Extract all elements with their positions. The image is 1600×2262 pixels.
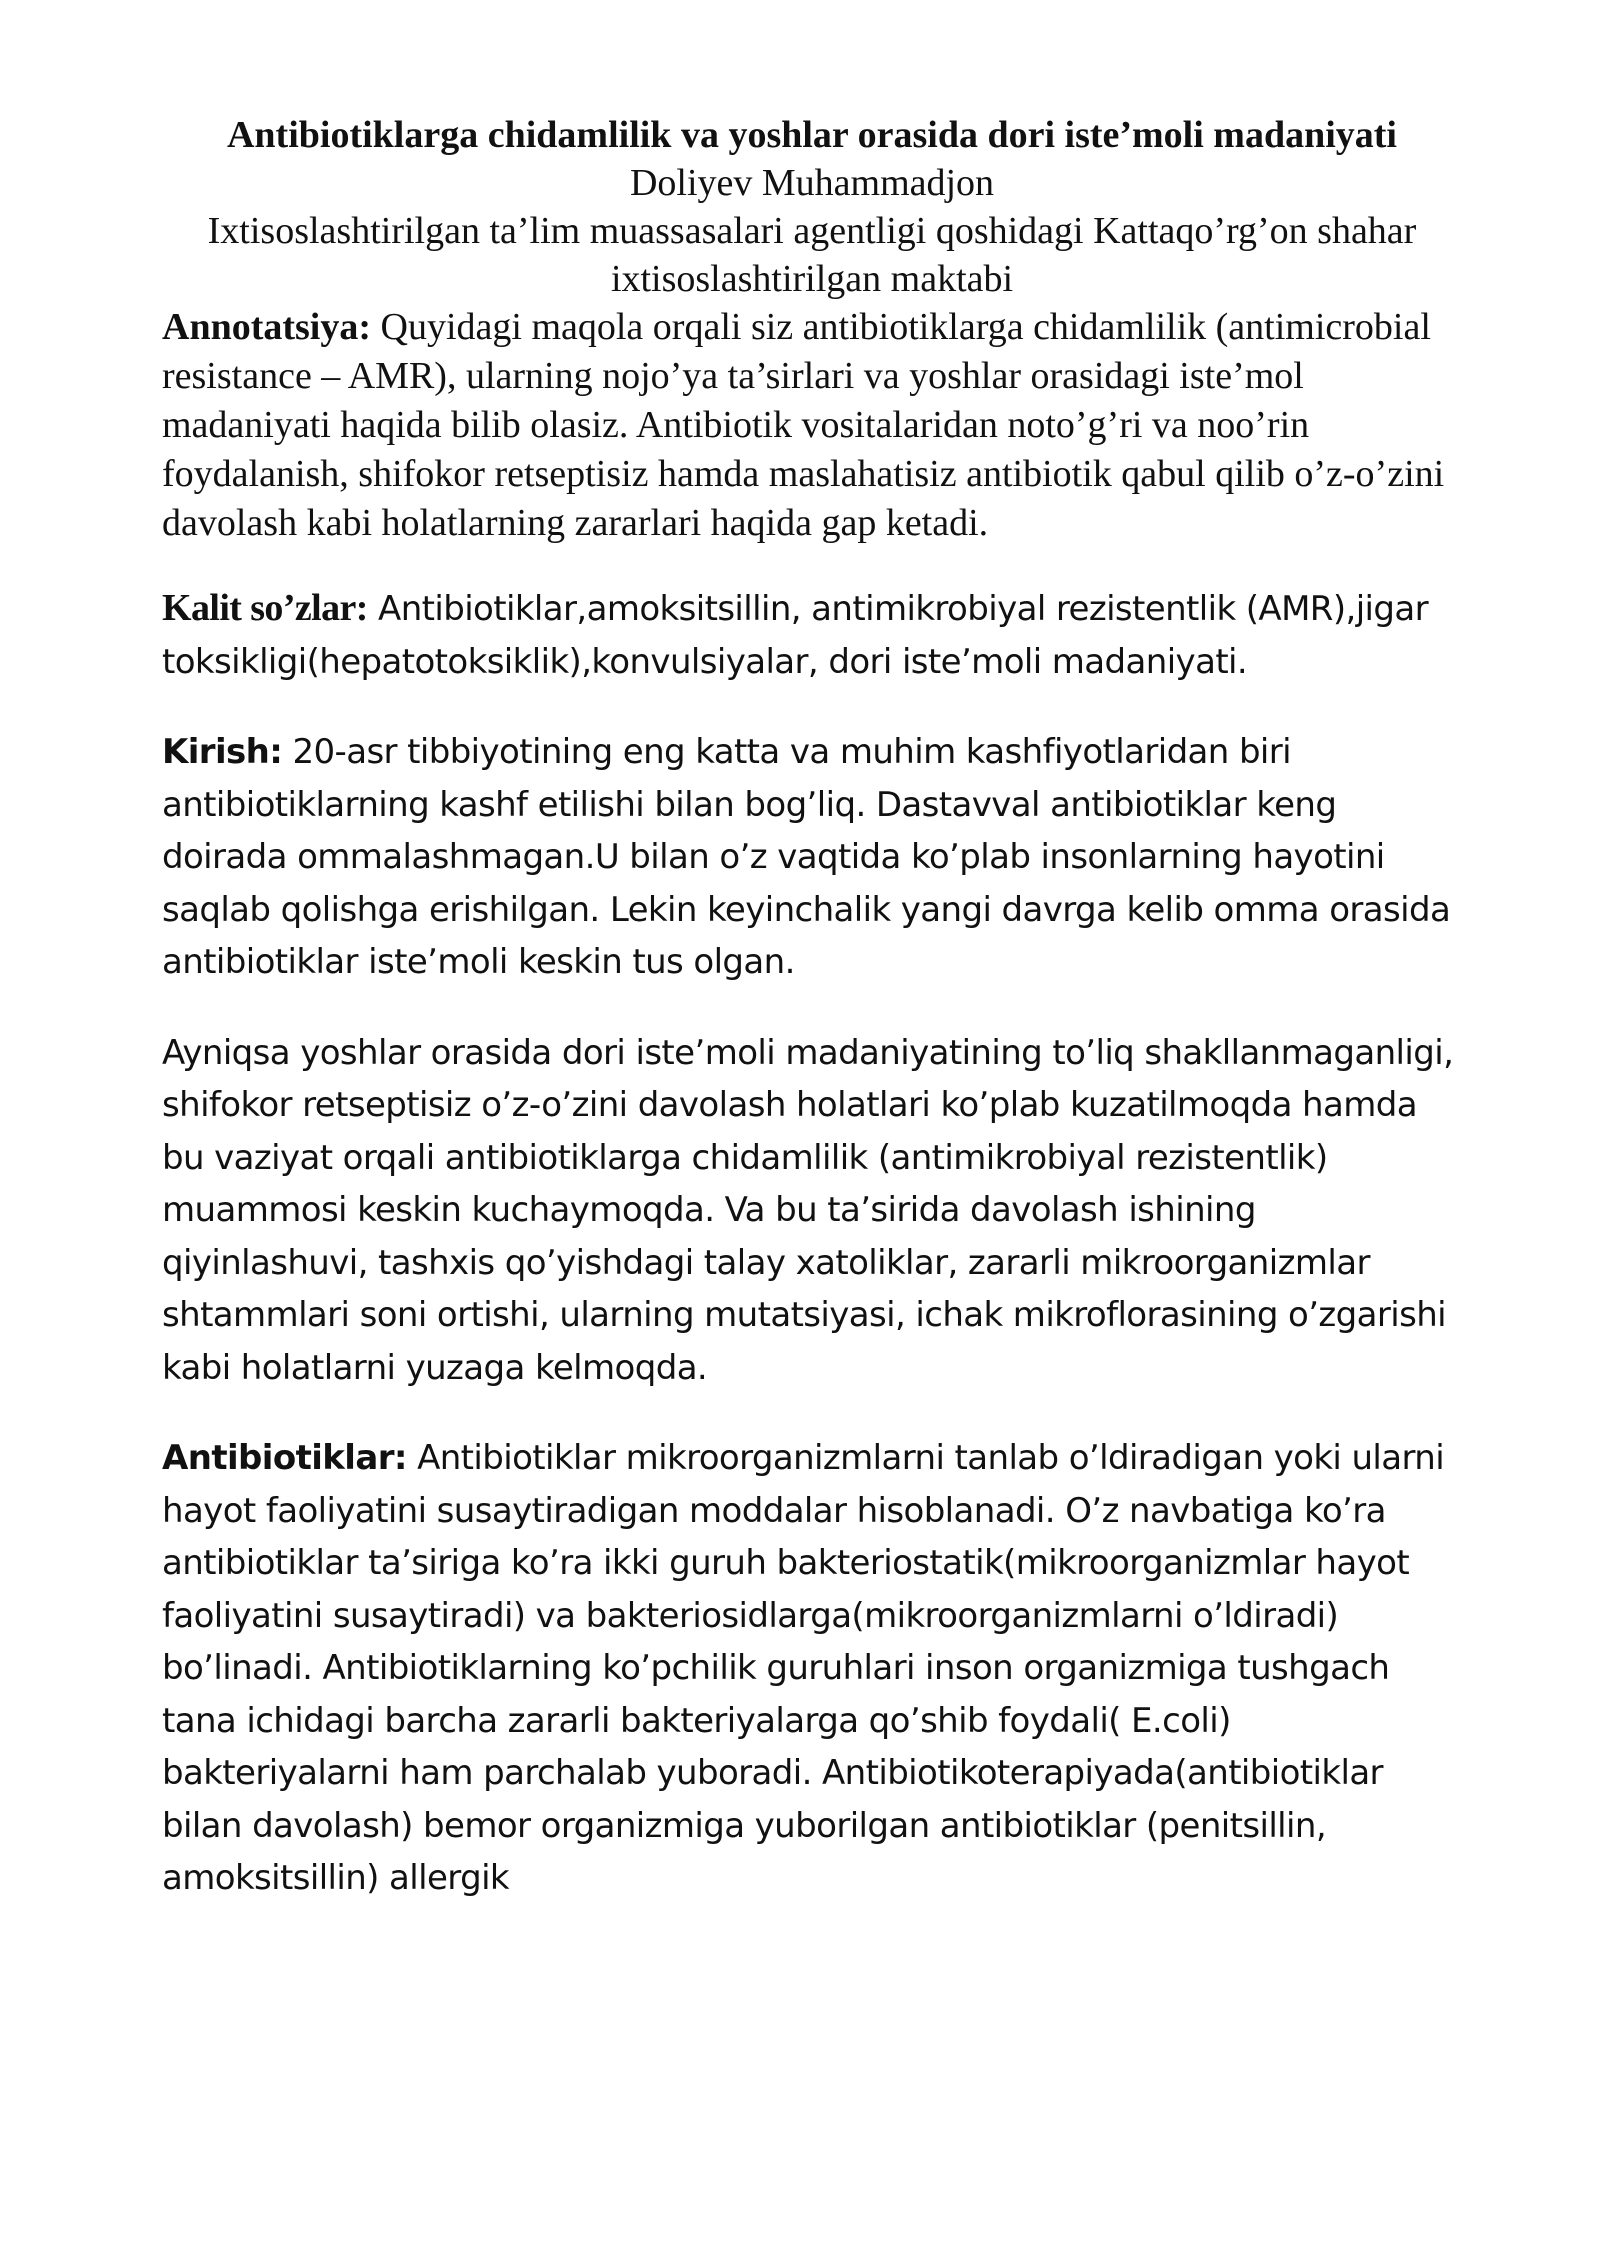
intro-label: Kirish:: [162, 732, 283, 772]
body-paragraph-2: Ayniqsa yoshlar orasida dori iste’moli madaniyatining to’liq shakllanmaganligi, shifokor retseptisiz o’z-o’zini davolash holatlari ko’plab kuzatilmoqda hamda bu vaziyat orqali antibiotiklarga chidamlilik (antimikrobiyal rezistentlik) muammosi keskin kuchaymoqda. Va bu ta’sirida davolash ishining qiyinlashuvi, tashxis qo’yishdagi talay xatoliklar, zararli mikroorganizmlar shtammlari soni ortishi, ularning mutatsiyasi, ichak mikroflorasining o’zgarishi kabi holatlarni yuzaga kelmoqda.: [162, 1032, 1454, 1388]
keywords-paragraph: [162, 582, 1462, 688]
document-page: [162, 112, 1462, 1943]
intro-paragraph: [162, 726, 1462, 989]
author-name: Doliyev Muhammadjon: [629, 162, 995, 204]
keywords-label: Kalit so’zlar:: [162, 587, 368, 629]
annotation-label: Annotatsiya:: [162, 306, 372, 348]
annotation-text: Quyidagi maqola orqali siz antibiotiklarga chidamlilik (antimicrobial resistance – AMR), ularning nojo’ya ta’sirlari va yoshlar orasidagi iste’mol madaniyati haqida bilib olasiz. Antibiotik vositalaridan noto’g’ri va noo’rin foydalanish, shifokor retseptisiz hamda maslahatisiz antibiotik qabul qilib o’z-o’zini davolash kabi holatlarning zararlari haqida gap ketadi.: [162, 306, 1445, 544]
document-title: Antibiotiklarga chidamlilik va yoshlar orasida dori iste’moli madaniyati: [226, 114, 1397, 156]
intro-text: 20-asr tibbiyotining eng katta va muhim kashfiyotlaridan biri antibiotiklarning kashf etilishi bilan bog’liq. Dastavval antibiotiklar keng doirada ommalashmagan.U bilan o’z vaqtida ko’plab insonlarning hayotini saqlab qolishga erishilgan. Lekin keyinchalik yangi davrga kelib omma orasida antibiotiklar iste’moli keskin tus olgan.: [162, 732, 1451, 982]
author-affiliation: Ixtisoslashtirilgan ta’lim muassasalari agentligi qoshidagi Kattaqo’rg’on shahar ixtisoslashtirilgan maktabi: [207, 210, 1417, 300]
annotation-paragraph: [162, 303, 1462, 548]
antibiotics-text: Antibiotiklar mikroorganizmlarni tanlab o’ldiradigan yoki ularni hayot faoliyatini susaytiradigan moddalar hisoblanadi. O’z navbatiga ko’ra antibiotiklar ta’siriga ko’ra ikki guruh bakteriostatik(mikroorganizmlar hayot faoliyatini susaytiradi) va bakteriosidlarga(mikroorganizmlarni o’ldiradi) bo’linadi. Antibiotiklarning ko’pchilik guruhlari inson organizmiga tushgach tana ichidagi barcha zararli bakteriyalarga qo’shib foydali( E.coli) bakteriyalarni ham parchalab yuboradi. Antibiotikoterapiyada(antibiotiklar bilan davolash) bemor organizmiga yuborilgan antibiotiklar (penitsillin, amoksitsillin) allergik: [162, 1438, 1445, 1898]
antibiotics-paragraph: [162, 1432, 1462, 1905]
keywords-text: Antibiotiklar,amoksitsillin, antimikrobiyal rezistentlik (AMR),jigar toksikligi(hepatotoksiklik),konvulsiyalar, dori iste’moli madaniyati.: [162, 589, 1428, 682]
antibiotics-label: Antibiotiklar:: [162, 1438, 407, 1478]
